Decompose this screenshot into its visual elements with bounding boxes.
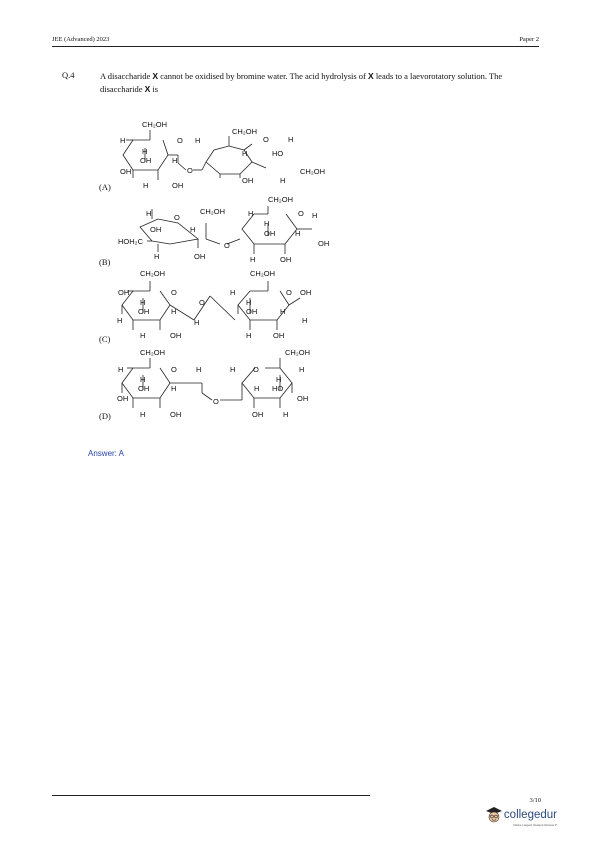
option-label-d: (D) [99, 411, 111, 421]
svg-text:H: H [118, 365, 124, 374]
option-label-a: (A) [99, 182, 111, 192]
svg-text:H: H [120, 136, 126, 145]
b-hoh2c: HOH₂C [118, 237, 143, 246]
svg-text:H: H [172, 156, 178, 165]
svg-text:OH: OH [194, 252, 206, 261]
svg-text:O: O [177, 136, 183, 145]
svg-text:OH: OH [117, 394, 129, 403]
svg-text:O: O [171, 288, 177, 297]
svg-text:OH: OH [118, 288, 130, 297]
svg-text:O: O [253, 365, 259, 374]
structure-option-c [90, 268, 390, 344]
svg-text:H: H [302, 316, 308, 325]
svg-text:H: H [171, 384, 177, 393]
svg-text:H: H [146, 209, 152, 218]
page-number: 3/10 [529, 797, 541, 804]
structure-option-b [90, 196, 390, 270]
brand-tagline: India's Largest Student Review P [512, 823, 557, 827]
student-mascot-icon [484, 806, 504, 824]
d-ch2oh-1: CH₂OH [140, 348, 165, 357]
svg-text:O: O [213, 397, 219, 406]
svg-text:HO: HO [272, 149, 284, 158]
svg-text:OH: OH [318, 239, 330, 248]
svg-text:OH: OH [138, 384, 150, 393]
svg-text:O: O [286, 288, 292, 297]
structure-option-d [90, 345, 390, 423]
svg-text:OH: OH [120, 167, 132, 176]
svg-text:H: H [196, 365, 202, 374]
svg-text:OH: OH [150, 225, 162, 234]
svg-text:H: H [143, 181, 149, 190]
svg-text:H: H [248, 209, 254, 218]
svg-text:OH: OH [242, 176, 254, 185]
b-ch2oh-1: CH₂OH [200, 207, 225, 216]
svg-text:OH: OH [138, 307, 150, 316]
svg-text:H: H [140, 298, 146, 307]
svg-text:H: H [195, 136, 201, 145]
svg-text:H: H [230, 288, 236, 297]
svg-text:H: H [171, 307, 177, 316]
svg-text:OH: OH [172, 181, 184, 190]
svg-text:H: H [246, 331, 252, 340]
svg-text:H: H [246, 298, 252, 307]
svg-text:OH: OH [170, 331, 182, 340]
svg-text:OH: OH [246, 307, 258, 316]
a-ch2oh-3: CH₂OH [300, 167, 325, 176]
d-ch2oh-2: CH₂OH [285, 348, 310, 357]
svg-text:H: H [230, 365, 236, 374]
svg-text:H: H [295, 229, 301, 238]
structure-option-a [90, 118, 390, 196]
svg-text:H: H [140, 375, 146, 384]
svg-text:H: H [142, 147, 148, 156]
svg-text:HO: HO [272, 384, 284, 393]
svg-text:OH: OH [300, 288, 312, 297]
svg-text:O: O [263, 135, 269, 144]
brand-name: collegedur [503, 809, 557, 821]
svg-text:H: H [140, 410, 146, 419]
svg-text:OH: OH [264, 229, 276, 238]
header-paper-number: Paper 2 [519, 36, 539, 43]
question-number: Q.4 [62, 70, 75, 80]
svg-text:O: O [171, 365, 177, 374]
question-text: A disaccharide X cannot be oxidised by bromine water. The acid hydrolysis of X leads to a laevorotatory solution. The disaccharide X is [100, 71, 503, 94]
svg-text:H: H [190, 225, 196, 234]
svg-text:H: H [250, 255, 256, 264]
svg-text:OH: OH [170, 410, 182, 419]
svg-text:H: H [312, 211, 318, 220]
option-label-c: (C) [99, 334, 111, 344]
option-label-b: (B) [99, 257, 111, 267]
svg-text:H: H [140, 331, 146, 340]
a-ch2oh-1: CH₂OH [142, 120, 167, 129]
svg-text:O: O [187, 166, 193, 175]
svg-text:OH: OH [140, 156, 152, 165]
svg-text:H: H [276, 375, 282, 384]
svg-text:OH: OH [273, 331, 285, 340]
svg-text:OH: OH [252, 410, 264, 419]
svg-text:H: H [299, 365, 305, 374]
svg-text:H: H [254, 384, 260, 393]
c-ch2oh-2: CH₂OH [250, 269, 275, 278]
svg-text:O: O [224, 241, 230, 250]
svg-text:H: H [264, 219, 270, 228]
c-ch2oh-1: CH₂OH [140, 269, 165, 278]
svg-text:H: H [280, 307, 286, 316]
svg-text:OH: OH [297, 394, 309, 403]
svg-text:H: H [154, 252, 160, 261]
svg-text:O: O [298, 209, 304, 218]
svg-text:O: O [199, 298, 205, 307]
brand-logo [484, 806, 557, 824]
svg-text:H: H [288, 135, 294, 144]
a-ch2oh-2: CH₂OH [232, 127, 257, 136]
header-exam-title: JEE (Advanced) 2023 [52, 36, 110, 43]
header-divider [52, 46, 539, 47]
svg-text:O: O [174, 213, 180, 222]
svg-text:H: H [283, 410, 289, 419]
b-ch2oh-2: CH₂OH [268, 196, 293, 204]
svg-text:H: H [242, 149, 248, 158]
svg-text:H: H [280, 176, 286, 185]
svg-text:H: H [194, 318, 200, 327]
svg-text:H: H [117, 316, 123, 325]
footer-divider [52, 795, 370, 796]
svg-text:OH: OH [280, 255, 292, 264]
answer-text: Answer: A [88, 449, 125, 458]
